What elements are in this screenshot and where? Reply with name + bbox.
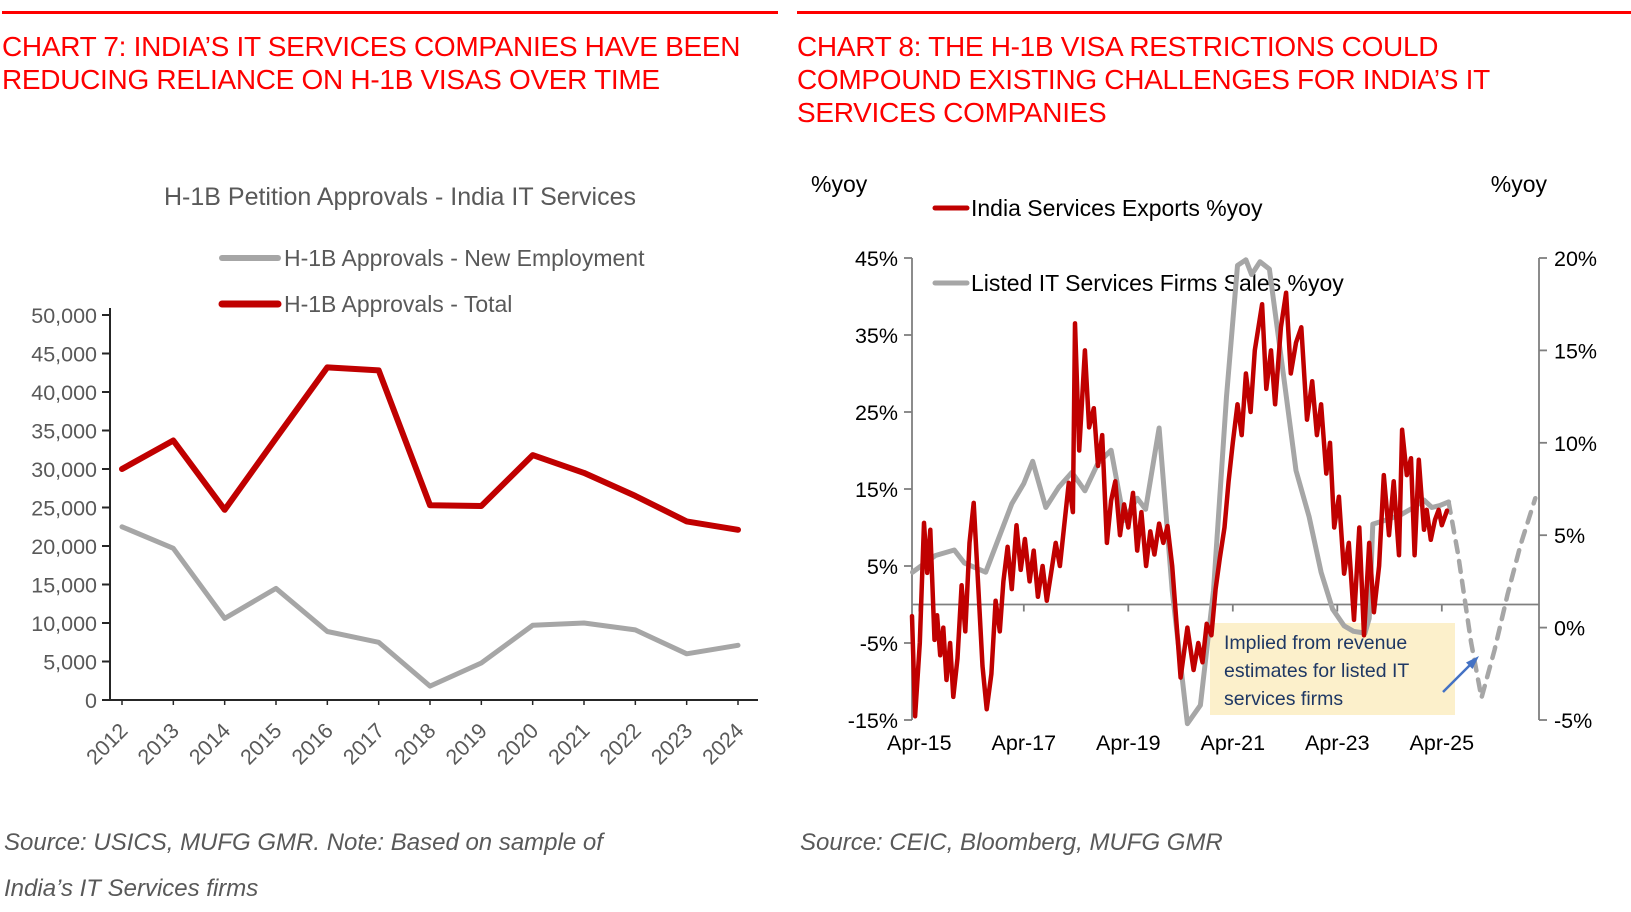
x-tick-label: Apr-17 (991, 731, 1057, 755)
annotation-text-line: estimates for listed IT (1224, 660, 1410, 682)
right-axis-unit-label: %yoy (1490, 171, 1547, 197)
x-tick-label: 2016 (287, 718, 338, 770)
services-exports-line-chart (795, 160, 1631, 796)
left-y-tick-label: 35% (854, 324, 898, 348)
forecast-dashed-line (1449, 498, 1536, 698)
left-y-tick-label: -15% (847, 709, 898, 733)
x-tick-label: 2019 (441, 718, 492, 770)
y-tick-label: 50,000 (31, 304, 97, 328)
right-y-tick-label: 0% (1554, 616, 1586, 641)
x-tick-label: Apr-23 (1305, 731, 1370, 755)
x-tick-label: Apr-19 (1096, 731, 1161, 755)
left-y-tick-label: 15% (854, 478, 898, 502)
chart7-source-line: India’s IT Services firms (4, 875, 259, 902)
y-tick-label: 10,000 (31, 612, 97, 636)
left-heading-rule (2, 11, 778, 14)
y-tick-label: 40,000 (31, 381, 97, 405)
x-tick-label: Apr-15 (887, 731, 952, 755)
legend-label: Listed IT Services Firms Sales %yoy (971, 270, 1344, 296)
right-y-tick-label: 10% (1554, 431, 1598, 456)
right-y-tick-label: -5% (1554, 709, 1593, 733)
y-tick-label: 25,000 (31, 496, 97, 521)
x-tick-label: 2020 (492, 718, 544, 770)
annotation-text-line: Implied from revenue (1224, 632, 1408, 654)
x-tick-label: 2013 (133, 718, 184, 770)
h1b-approvals-line-chart (0, 170, 790, 806)
y-tick-label: 45,000 (31, 342, 97, 367)
chart7-source (4, 820, 744, 912)
x-tick-label: Apr-25 (1409, 731, 1475, 755)
right-y-tick-label: 20% (1554, 247, 1598, 271)
left-y-tick-label: 25% (854, 401, 898, 425)
series-line (122, 367, 738, 529)
left-y-tick-label: 5% (866, 555, 898, 579)
legend-label: India Services Exports %yoy (971, 195, 1263, 221)
x-tick-label: 2015 (235, 718, 287, 770)
legend-label: H-1B Approvals - Total (284, 291, 513, 317)
x-tick-label: 2023 (646, 718, 698, 770)
legend-label: H-1B Approvals - New Employment (284, 245, 645, 271)
chart7-heading-line: REDUCING RELIANCE ON H-1B VISAS OVER TIME (2, 64, 660, 95)
chart7-source-line: Source: USICS, MUFG GMR. Note: Based on sample of (4, 829, 603, 856)
y-tick-label: 35,000 (31, 419, 97, 444)
left-y-tick-label: 45% (854, 247, 898, 271)
y-tick-label: 15,000 (31, 573, 97, 598)
x-tick-label: 2022 (595, 718, 646, 770)
right-y-tick-label: 15% (1554, 339, 1598, 364)
chart7-title: H-1B Petition Approvals - India IT Services (164, 183, 636, 211)
series-line (122, 527, 738, 686)
chart8-source (800, 820, 1600, 866)
x-tick-label: 2014 (184, 718, 236, 770)
chart7-heading-line: CHART 7: INDIA’S IT SERVICES COMPANIES HAVE BEEN (2, 31, 741, 62)
chart8-heading-line: CHART 8: THE H-1B VISA RESTRICTIONS COULD (797, 31, 1439, 62)
y-tick-label: 30,000 (31, 458, 97, 482)
left-axis-unit-label: %yoy (811, 171, 868, 197)
right-y-tick-label: 5% (1554, 524, 1586, 549)
chart8-source-line: Source: CEIC, Bloomberg, MUFG GMR (800, 829, 1223, 856)
x-tick-label: Apr-21 (1200, 731, 1266, 755)
chart8-heading-line: COMPOUND EXISTING CHALLENGES FOR INDIA’S IT (797, 64, 1490, 95)
chart7-heading (2, 30, 782, 96)
chart8-heading (797, 30, 1537, 129)
x-tick-label: 2017 (338, 718, 390, 770)
x-tick-label: 2012 (81, 718, 133, 770)
x-tick-label: 2018 (389, 718, 441, 770)
chart8-heading-line: SERVICES COMPANIES (797, 97, 1107, 128)
left-y-tick-label: -5% (859, 632, 898, 656)
annotation-text-line: services firms (1224, 688, 1344, 710)
y-tick-label: 20,000 (31, 535, 97, 559)
x-tick-label: 2024 (697, 718, 749, 770)
y-tick-label: 5,000 (43, 650, 97, 675)
right-heading-rule (797, 11, 1631, 14)
y-tick-label: 0 (85, 689, 97, 713)
x-tick-label: 2021 (543, 718, 595, 770)
